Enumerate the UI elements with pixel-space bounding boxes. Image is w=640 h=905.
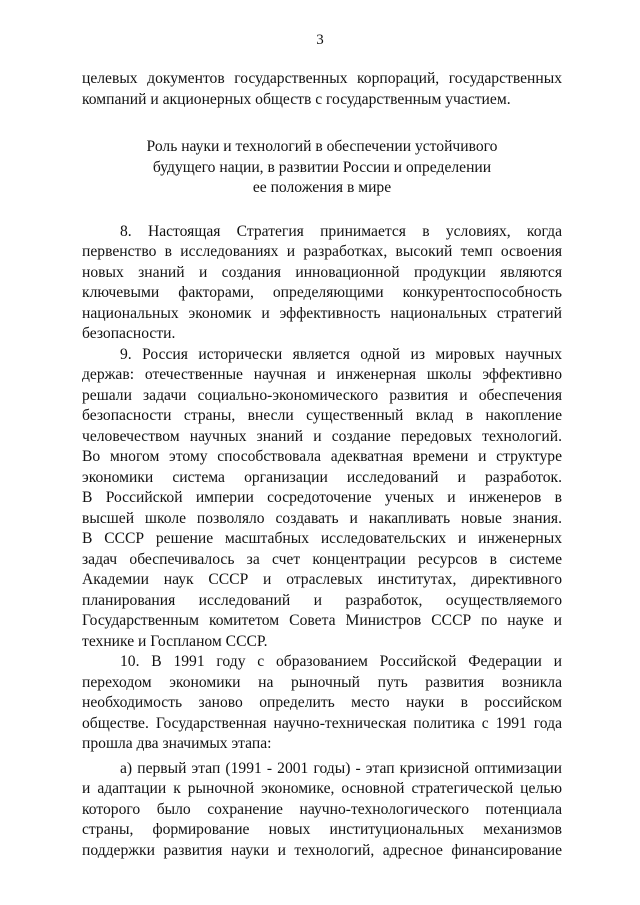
- text-line: человечеством научных знаний и создание передовых технологий.: [82, 427, 562, 445]
- paragraph-10: [82, 652, 562, 755]
- paragraph-9: [82, 345, 562, 653]
- text-line: а) первый этап (1991 - 2001 годы) - этап кризисной оптимизации: [120, 759, 562, 777]
- text-line: первенство в исследованиях и разработках, высокий темп освоения: [82, 243, 562, 260]
- text-line: компаний и акционерных обществ с государственным участием.: [82, 90, 511, 108]
- text-line: Государственным комитетом Совета Министров СССР по науке и: [82, 612, 562, 629]
- text-line: безопасности страны, внесли существенный вклад в накопление: [82, 407, 562, 424]
- text-line: 9. Россия исторически является одной из мировых научных: [120, 345, 562, 363]
- text-line: безопасности.: [82, 325, 176, 342]
- list-item-a: [82, 759, 562, 862]
- text-line: Академии наук СССР и отраслевых институтах, директивного: [82, 571, 562, 588]
- paragraph-number: 8.: [120, 222, 132, 240]
- text-line: поддержки развития науки и технологий, адресное финансирование: [82, 841, 562, 859]
- text-line: технике и Госпланом СССР.: [82, 632, 268, 650]
- text-line: ключевыми факторами, определяющими конкурентоспособность: [82, 284, 562, 301]
- text-line: В СССР решение масштабных исследовательских и инженерных: [82, 530, 562, 547]
- text-line: задач обеспечивалось за счет концентрации ресурсов в системе: [82, 550, 562, 568]
- text-line: 8. Настоящая Стратегия принимается в условиях, когда: [120, 222, 562, 240]
- intro-paragraph: [82, 69, 562, 110]
- text-line: целевых документов государственных корпораций, государственных: [82, 70, 562, 87]
- text-line: высшей школе позволяло создавать и накапливать новые знания.: [82, 509, 562, 527]
- document-body: [82, 69, 562, 861]
- text-line: Во многом этому способствовала адекватная времени и структуре: [82, 448, 562, 465]
- text-line: прошла два значимых этапа:: [82, 735, 272, 752]
- text-line: переходом экономики на рыночный путь развития возникла: [82, 673, 562, 691]
- page-number: 3: [316, 32, 324, 48]
- text-line: новых знаний и создания инновационной продукции являются: [82, 263, 562, 281]
- text-line: и адаптации к рыночной экономике, основной стратегической целью: [82, 780, 562, 797]
- text-line: обществе. Государственная научно-техническая политика с 1991 года: [82, 714, 562, 732]
- section-heading: [82, 137, 562, 199]
- text-line: экономики система организации исследований и разработок.: [82, 468, 562, 486]
- paragraph-number: 10.: [120, 653, 140, 670]
- text-line: страны, формирование новых институциональных механизмов: [82, 821, 562, 838]
- paragraph-number: 9.: [120, 345, 132, 363]
- text-line: которого было сохранение научно-технологического потенциала: [82, 800, 562, 818]
- list-marker: а): [120, 759, 133, 777]
- text-line: 10. В 1991 году с образованием Российской Федерации и: [120, 653, 562, 670]
- paragraph-8: [82, 222, 562, 345]
- text-line: решали задачи социально-экономического развития и обеспечения: [82, 386, 562, 404]
- text-line: В Российской империи сосредоточение ученых и инженеров в: [82, 489, 562, 506]
- heading-line: Роль науки и технологий в обеспечении устойчивого: [146, 138, 498, 155]
- text-line: планирования исследований и разработок, осуществляемого: [82, 591, 562, 609]
- heading-line: ее положения в мире: [252, 179, 392, 196]
- text-line: необходимость заново определить место науки в российском: [82, 694, 562, 711]
- text-line: национальных экономик и эффективность национальных стратегий: [82, 304, 562, 322]
- heading-line: будущего нации, в развитии России и определении: [152, 158, 492, 176]
- text-line: держав: отечественные научная и инженерная школы эффективно: [82, 366, 562, 383]
